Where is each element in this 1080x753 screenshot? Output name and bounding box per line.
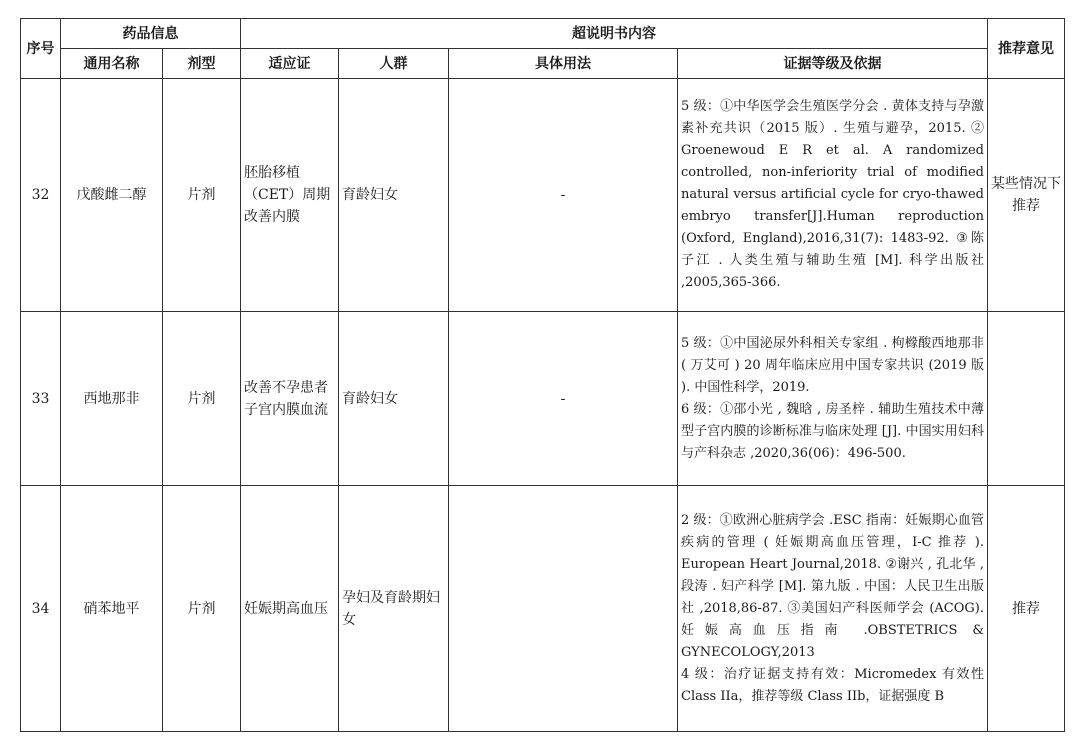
row-evidence [678, 486, 988, 732]
row-generic-name: 西地那非 [61, 312, 163, 486]
row-recommendation: 推荐 [988, 486, 1065, 732]
header-evidence: 证据等级及依据 [678, 49, 988, 79]
header-generic-name: 通用名称 [61, 49, 163, 79]
evidence-line: 5 级：①中华医学会生殖医学分会 . 黄体支持与孕激素补充共识（2015 版）. 生殖与避孕，2015. ② Groenewoud E R et al. A randomized controlled, non-inferiority trial of modified natural versus artificial cycle for cryo-thawed embryo transfer[J].Human reproduction (Oxford, England),2016,31(7): 1483-92. ③陈子江 . 人类生殖与辅助生殖 [M]. 科学出版社 ,2005,365-366. [681, 99, 984, 290]
table-row [21, 79, 1065, 312]
row-usage: - [449, 312, 678, 486]
evidence-line: 4 级：治疗证据支持有效：Micromedex 有效性 Class IIa，推荐等级 Class IIb，证据强度 B [681, 666, 984, 704]
row-usage: - [449, 79, 678, 312]
row-evidence [678, 312, 988, 486]
row-indication: 改善不孕患者子宫内膜血流 [241, 312, 339, 486]
evidence-line: 6 级：①邵小光 , 魏晗 , 房圣梓 . 辅助生殖技术中薄型子宫内膜的诊断标准与临床处理 [J]. 中国实用妇科与产科杂志 ,2020,36(06)：496-500. [681, 401, 984, 461]
header-row-1 [21, 19, 1065, 49]
header-population: 人群 [339, 49, 449, 79]
row-generic-name: 戊酸雌二醇 [61, 79, 163, 312]
row-generic-name: 硝苯地平 [61, 486, 163, 732]
row-dosage-form: 片剂 [163, 486, 241, 732]
row-dosage-form: 片剂 [163, 312, 241, 486]
header-drug-info: 药品信息 [61, 19, 241, 49]
row-seq: 34 [21, 486, 61, 732]
header-recommendation: 推荐意见 [988, 19, 1065, 79]
header-usage: 具体用法 [449, 49, 678, 79]
row-indication: 妊娠期高血压 [241, 486, 339, 732]
header-row-2 [21, 49, 1065, 79]
header-dosage-form: 剂型 [163, 49, 241, 79]
row-seq: 32 [21, 79, 61, 312]
row-population: 育龄妇女 [339, 79, 449, 312]
row-indication: 胚胎移植（CET）周期改善内膜 [241, 79, 339, 312]
table-row [21, 312, 1065, 486]
header-super-manual: 超说明书内容 [241, 19, 988, 49]
row-population: 孕妇及育龄期妇女 [339, 486, 449, 732]
row-usage [449, 486, 678, 732]
header-indication: 适应证 [241, 49, 339, 79]
evidence-line: 5 级：①中国泌尿外科相关专家组 . 枸橼酸西地那非 ( 万艾可 ) 20 周年临床应用中国专家共识 (2019 版 ). 中国性科学，2019. [681, 335, 984, 395]
table-row [21, 486, 1065, 732]
row-seq: 33 [21, 312, 61, 486]
header-seq: 序号 [21, 19, 61, 79]
row-recommendation [988, 312, 1065, 486]
evidence-line: 2 级：①欧洲心脏病学会 .ESC 指南：妊娠期心血管疾病的管理 ( 妊娠期高血压管理，I-C 推荐 ). European Heart Journal,2018. ②谢兴 , 孔北华 , 段涛 . 妇产科学 [M]. 第九版 . 中国：人民卫生出版社 ,2018,86-87. ③美国妇产科医师学会 (ACOG). 妊娠高血压指南 .OBSTETRICS & GYNECOLOGY,2013 [681, 512, 984, 660]
row-evidence [678, 79, 988, 312]
row-recommendation: 某些情况下推荐 [988, 79, 1065, 312]
drug-table [20, 18, 1065, 732]
row-dosage-form: 片剂 [163, 79, 241, 312]
row-population: 育龄妇女 [339, 312, 449, 486]
